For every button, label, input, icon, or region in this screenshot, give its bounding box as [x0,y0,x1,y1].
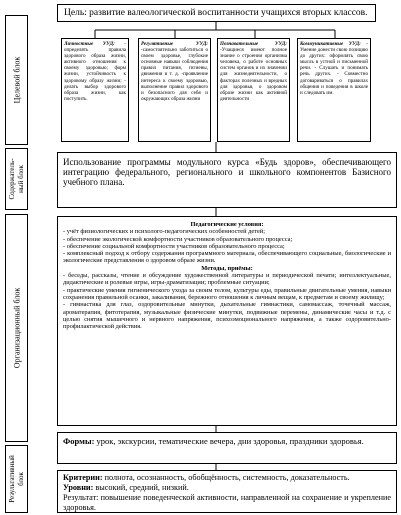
uud-cognitive-box [217,38,290,142]
methods-heading: Методы, приёмы: [201,264,253,272]
uud-personal-box [61,38,129,142]
uud-personal-text: - определять правила здорового образа жизни, активного отношения к своему здоровью; форм жизни, устойчивость к здоровому образу жизни; - делать выбор здорового образа жизни, как поступить. [64,41,126,102]
org-block-text: Организационный блок [12,287,21,369]
result-box [57,470,397,513]
content-box [57,152,397,208]
uud-communicative-text: - Умение донести свою позицию до других: оформлять свою мысль в устной и письменной речи. - Слушать и понимать речь других. - Совместно договариваться о правилах общения и поведения в школе и следовать им. [300,41,368,96]
outcome-text: повышение поведенческой активности, направленной на сохранение и укрепление здоровья. [63,493,391,512]
goal-text: Цель: развитие валеологической воспитанности учащихся вторых классов. [64,8,368,18]
levels-label: Уровни: [63,483,94,492]
outcome-label: Результат: [63,493,99,502]
uud-communicative-box [297,38,371,142]
levels-text: высокий, средний, низкий. [93,483,189,492]
criteria-label: Критерии: [63,473,103,482]
result-block-text: Результативный блок [7,455,25,503]
forms-box [57,432,397,464]
uud-personal-title: Личностные УУД: [64,41,115,47]
target-block-text: Целевой блок [12,56,21,104]
condition-item: - комплексный подход к отбору содержания программного материала, обеспечивающего социальные, биологические и экологические представления о здоровом образе жизни. [63,250,391,265]
method-item: - практические умения гигиенического ухода за своим телом, культуры еды, правильные двигательные умения, навыки сохранения правильной осанки, закаливания, бережного отношения к личным вещам, к предметам и своему жилищу; [63,286,391,301]
forms-label: Формы: [63,436,95,446]
condition-item: - учёт физиологических и психолого-педагогических особенностей детей; [63,228,265,236]
uud-regulatory-text: -самостоятельно заботиться о своем здоровье, глубокие основные навыки соблюдения правил питания, гигиены, движения и т. д. -проявление интереса к своему здоровью, выполнение правил здорового и безопасного для себя и окружающих образа жизни [141,47,208,102]
condition-item: - обеспечение социальной комфортности участников образовательного процесса; [63,242,285,250]
method-item: - беседы, рассказы, чтение и обсуждение художественной литературы и периодической печати; интеллектуальные, дидактические и ролевые игры, игры-драматизации; проблемные ситуации; [63,272,391,287]
content-text: Использование программы модульного курса «Будь здоров», обеспечивающего интеграцию федерального, регионального и школьного компонентов Базисного учебного плана. [63,157,391,187]
uud-cognitive-title: Познавательные УУД: [220,41,287,47]
method-item: - гимнастика для глаз, оздоровительные минутки, дыхательные гимнастики, самомассаж, точечный массаж, ароматерапия, фитотерапия, музыкальные физические минутки, подвижные перемены, динамические часы и т.д. с целью снятия мышечного и нервного напряжения, психоэмоционального напряжения, а также оздоровительно-профилактической действия. [63,301,391,331]
conditions-box [57,216,397,426]
conditions-heading: Педагогические условия: [190,221,264,228]
forms-text: урок, экскурсии, тематические вечера, дни здоровья, праздники здоровья. [94,436,364,446]
uud-cognitive-text: -Учащиеся имеют полное знание о строении организма человека, о работе основных систем органов и их значении для жизнедеятельности, о факторах полезных и вредных для здоровья, о здоровом образе жизни как активной деятельности [220,47,287,102]
uud-communicative-title: Коммуникативные УУД: [300,41,361,47]
content-block-text: Содержатель- ный блок [7,158,25,200]
uud-regulatory-box [138,38,211,142]
uud-regulatory-title: Регулятивные УУД: [141,41,208,47]
condition-item: - обеспечение экологической комфортности участников образовательного процесса; [63,235,293,243]
criteria-text: полнота, осознанность, обобщённость, системность, доказательность. [102,473,350,482]
